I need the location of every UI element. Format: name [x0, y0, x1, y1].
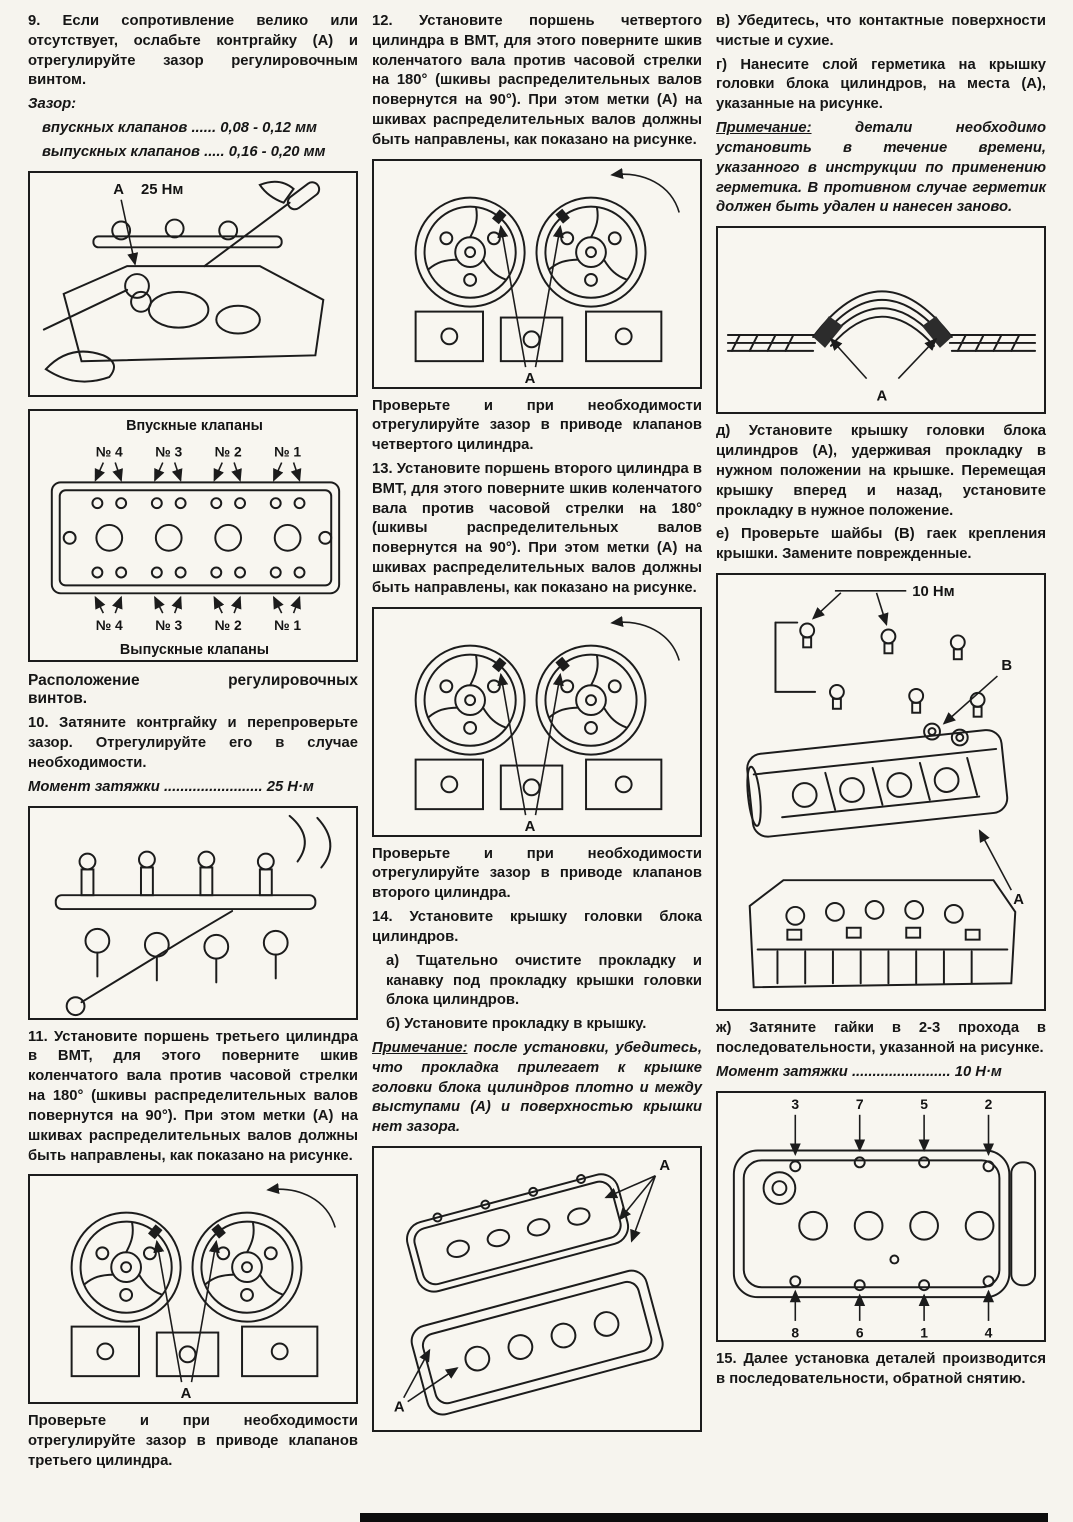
check-cyl4-text: Проверьте и при необходимости отрегулируйте зазор в приводе клапанов четвертого цилиндра. [372, 397, 702, 454]
caption-word-1: Расположение [28, 672, 140, 690]
step-14a-text: а) Тщательно очистите прокладку и канавку под прокладку крышки головки блока цилиндров. [386, 952, 702, 1009]
caption-word-2: регулировочных [228, 672, 358, 690]
label-a: А [524, 370, 536, 387]
note-label: Примечание: [716, 120, 812, 137]
label-a: А [876, 388, 888, 405]
callout-line-right [192, 1242, 217, 1383]
mating-surface-left [728, 335, 817, 351]
svg-text:6: 6 [855, 1324, 864, 1341]
sealant-spot-left [813, 316, 843, 348]
step-15-text: 15. Далее установка деталей производится в последовательности, обратной снятию. [716, 1351, 1046, 1388]
step-12-text: 12. Установите поршень четвертого цилиндра в ВМТ, для этого поверните шкив коленчатого вала против часовой стрелки на 180° (шкивы распределительных валов повернутся на 90°). При этом метки (А) на шкивах распределительных валов должны быть направлены, как показано на рисунке. [372, 13, 702, 148]
callout-line-left [501, 674, 526, 815]
sealant-arrow-left [831, 339, 867, 379]
figure-caption-screws [28, 672, 358, 708]
cover-arrow [980, 831, 1012, 890]
svg-text:5: 5 [920, 1095, 928, 1112]
torque-10-line: Момент затяжки ........................ 10 Н·м [716, 1063, 1002, 1080]
svg-text:4: 4 [984, 1324, 993, 1341]
washer-arrow [944, 676, 998, 724]
sequence-numbers-bottom [791, 1291, 992, 1341]
cylinder-numbers-top [95, 443, 301, 480]
engine-sketch [44, 179, 323, 381]
column-right [716, 12, 1046, 1522]
label-a: А [180, 1386, 192, 1403]
figure-cam-pulleys-step11 [28, 1174, 358, 1404]
mating-surface-right [948, 335, 1035, 351]
callout-line-right [536, 674, 561, 815]
cover-arrow-2 [408, 1368, 458, 1402]
svg-text:№ 1: № 1 [274, 616, 302, 633]
callout-line-left [157, 1242, 182, 1383]
label-a-bottom: А [393, 1399, 405, 1416]
sealant-arrow-right [898, 339, 936, 379]
step-zh-text: ж) Затяните гайки в 2-3 прохода в последовательности, указанной на рисунке. [716, 1020, 1046, 1056]
figure-cover-gasket [372, 1146, 702, 1432]
rocker-assembly-sketch [56, 816, 331, 1015]
svg-text:№ 2: № 2 [214, 616, 242, 633]
step-g-text: г) Нанесите слой герметика на крышку головки блока цилиндров, на места (А), указанные на рисунке. [716, 56, 1046, 113]
cam-pulleys-drawing-11 [30, 1176, 356, 1402]
step-d-text: д) Установите крышку головки блока цилиндров (А), удерживая прокладку в нужном положении на крышке. Перемещая крышку вперед и назад, установите прокладку в нужное положение. [716, 423, 1046, 519]
figure-cam-pulleys-step12 [372, 159, 702, 389]
figure-engine-feeler-gauge [28, 806, 358, 1020]
valve-layout-drawing [30, 411, 356, 661]
step-9-text: 9. Если сопротивление велико или отсутствует, ослабьте контргайку (А) и отрегулируйте зазор регулировочным винтом. [28, 13, 358, 89]
cylinder-head-top-view [52, 482, 339, 593]
note-gasket [372, 1039, 702, 1138]
figure-tightening-sequence [716, 1091, 1046, 1343]
note-body: после установки, убедитесь, что прокладка прилегает к крышке головки блока цилиндров плотно и между выступами (А) и поверхностью крышки нет зазора. [372, 1039, 702, 1136]
svg-text:1: 1 [920, 1324, 928, 1341]
gasket-and-cover [381, 1166, 666, 1418]
figure-sealant-arch [716, 226, 1046, 414]
svg-text:3: 3 [791, 1095, 800, 1112]
wiring-bracket [775, 623, 815, 692]
column-middle [372, 12, 702, 1522]
step-10-text: 10. Затяните контргайку и перепроверьте зазор. Отрегулируйте его в случае необходимости. [28, 715, 358, 771]
label-a: А [524, 818, 536, 835]
check-cyl2-text: Проверьте и при необходимости отрегулируйте зазор в приводе клапанов второго цилиндра. [372, 845, 702, 902]
svg-text:2: 2 [984, 1095, 993, 1112]
torque-25-line: Момент затяжки ........................ 25 Н·м [28, 778, 314, 795]
callout-arrow [121, 199, 135, 263]
sealant-spot-right [922, 316, 952, 348]
left-pulley [72, 1213, 181, 1322]
gasket-arrow-3 [632, 1176, 656, 1241]
label-torque-25: 25 Нм [140, 181, 184, 198]
svg-text:№ 4: № 4 [95, 616, 123, 633]
cylinder-numbers-bottom [95, 597, 301, 633]
step-e-text: е) Проверьте шайбы (В) гаек крепления крышки. Замените поврежденные. [716, 526, 1046, 563]
step-14-text: 14. Установите крышку головки блока цилиндров. [372, 909, 702, 945]
scan-artifact-bar [360, 1513, 1048, 1522]
step-13-text: 13. Установите поршень второго цилиндра в ВМТ, для этого поверните шкив коленчатого вала против часовой стрелки на 180° (шкивы распределительных валов повернутся на 90°). При этом метки (А) на шкивах распределительных валов должны быть направлены, как показано на рисунке. [372, 461, 702, 596]
cylinder-head [750, 880, 1016, 987]
torque-arrow-1 [813, 593, 841, 619]
svg-text:№ 2: № 2 [214, 443, 242, 460]
step-14b-text: б) Установите прокладку в крышку. [386, 1016, 647, 1033]
intake-valves-title: Впускные клапаны [126, 417, 263, 434]
callout-line-right [536, 226, 561, 367]
cover-installation-drawing [718, 575, 1044, 1009]
svg-text:7: 7 [855, 1095, 864, 1112]
left-pulley [416, 645, 525, 754]
label-a-top: А [659, 1157, 671, 1174]
step-11-text: 11. Установите поршень третьего цилиндра в ВМТ, для этого поверните шкив коленчатого вала против часовой стрелки на 180° (шкивы распределительных валов повернутся на 90°). При этом метки (А) на шкивах распределительных валов должны быть направлены, как показано на рисунке. [28, 1028, 358, 1164]
right-pulley [537, 645, 646, 754]
label-a: А [113, 181, 124, 198]
cover-gasket-drawing [374, 1148, 700, 1430]
label-b: В [1001, 658, 1013, 675]
engine-feeler-drawing [30, 808, 356, 1018]
cap-nuts [800, 624, 984, 717]
cam-pulleys-drawing-12 [374, 161, 700, 387]
torque-arrow-2 [877, 593, 887, 625]
exhaust-valves-title: Выпускные клапаны [119, 641, 270, 658]
label-a: А [1013, 892, 1025, 909]
svg-text:№ 4: № 4 [95, 443, 123, 460]
sealant-arch-drawing [718, 228, 1044, 412]
label-torque-10: 10 Нм [912, 583, 955, 600]
valve-cover [744, 729, 1009, 839]
gap-exhaust: выпускных клапанов ..... 0,16 - 0,20 мм [42, 143, 326, 160]
right-pulley [193, 1213, 302, 1322]
valve-adjustment-drawing [30, 173, 356, 395]
callout-line-left [501, 226, 526, 367]
figure-cam-pulleys-step13 [372, 607, 702, 837]
sequence-numbers-top [791, 1095, 992, 1154]
gap-intake: впускных клапанов ...... 0,08 - 0,12 мм [42, 120, 317, 137]
figure-valve-layout [28, 409, 358, 663]
note-body: детали необходимо установить в течение времени, указанного в инструкции по применению герметика. В противном случае герметик должен быть удален и нанесен заново. [716, 120, 1046, 216]
gasket-arrow-2 [620, 1176, 656, 1220]
step-v-text: в) Убедитесь, что контактные поверхности чистые и сухие. [716, 13, 1046, 49]
cover-arrow-1 [404, 1350, 430, 1398]
left-pulley [416, 197, 525, 306]
svg-text:№ 1: № 1 [274, 443, 302, 460]
gasket-outline [402, 1166, 632, 1295]
cover-top-view [734, 1150, 1035, 1297]
svg-text:№ 3: № 3 [155, 616, 183, 633]
cam-pulleys-drawing-13 [374, 609, 700, 835]
svg-text:8: 8 [791, 1324, 800, 1341]
column-left [28, 12, 358, 1522]
svg-text:№ 3: № 3 [155, 443, 183, 460]
arch-profile [813, 292, 952, 346]
right-pulley [537, 197, 646, 306]
caption-word-3: винтов. [28, 690, 88, 708]
note-label: Примечание: [372, 1039, 468, 1056]
check-cyl3-text: Проверьте и при необходимости отрегулируйте зазор в приводе клапанов третьего цилиндра. [28, 1413, 358, 1469]
figure-cover-installation [716, 573, 1046, 1011]
figure-valve-adjustment [28, 171, 358, 397]
gap-title: Зазор: [28, 96, 77, 113]
tightening-sequence-drawing [718, 1093, 1044, 1341]
note-sealant [716, 119, 1046, 218]
